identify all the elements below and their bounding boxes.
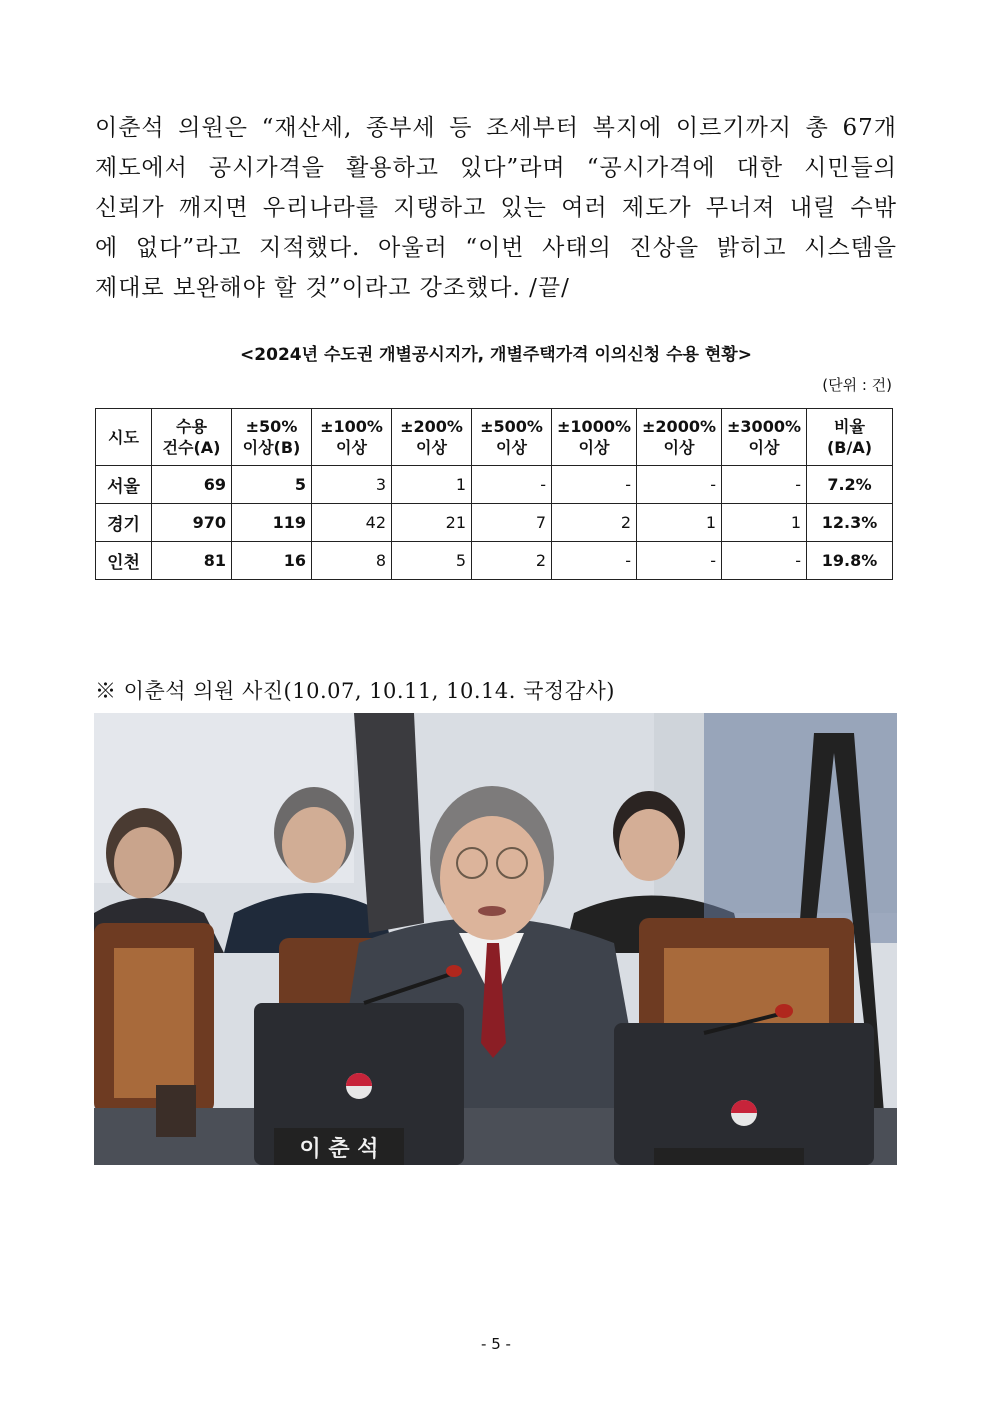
cell-value: - bbox=[472, 466, 552, 504]
paragraph-line: 신뢰가 깨지면 우리나라를 지탱하고 있는 여러 제도가 무너져 내릴 수밖 bbox=[95, 195, 897, 221]
cell-value: - bbox=[552, 466, 637, 504]
header-100: ±100% 이상 bbox=[312, 409, 392, 466]
cell-region: 서울 bbox=[96, 466, 152, 504]
header-2000: ±2000% 이상 bbox=[637, 409, 722, 466]
hearing-photo bbox=[94, 713, 897, 1165]
cell-region: 인천 bbox=[96, 542, 152, 580]
cell-value: 970 bbox=[152, 504, 232, 542]
header-200: ±200% 이상 bbox=[392, 409, 472, 466]
cell-region: 경기 bbox=[96, 504, 152, 542]
cell-value: 2 bbox=[552, 504, 637, 542]
cell-value: 5 bbox=[232, 466, 312, 504]
nameplate-text: 이 춘 석 bbox=[299, 1136, 379, 1162]
header-3000: ±3000% 이상 bbox=[722, 409, 807, 466]
cell-value: - bbox=[722, 466, 807, 504]
table-unit: (단위 : 건) bbox=[822, 376, 892, 394]
cell-value: - bbox=[637, 542, 722, 580]
table-header-row bbox=[96, 409, 893, 466]
body-paragraph bbox=[95, 108, 897, 308]
cell-value: - bbox=[637, 466, 722, 504]
cell-value: 8 bbox=[312, 542, 392, 580]
cell-value: 119 bbox=[232, 504, 312, 542]
cell-value: - bbox=[722, 542, 807, 580]
cell-value: 16 bbox=[232, 542, 312, 580]
cell-ratio: 7.2% bbox=[807, 466, 893, 504]
cell-value: 42 bbox=[312, 504, 392, 542]
photo-caption: ※ 이춘석 의원 사진(10.07, 10.11, 10.14. 국정감사) bbox=[95, 679, 615, 703]
cell-value: 1 bbox=[722, 504, 807, 542]
appeal-table bbox=[95, 408, 893, 580]
cell-value: 21 bbox=[392, 504, 472, 542]
cell-value: 81 bbox=[152, 542, 232, 580]
header-accepted: 수용 건수(A) bbox=[152, 409, 232, 466]
header-ratio: 비율 (B/A) bbox=[807, 409, 893, 466]
cell-ratio: 12.3% bbox=[807, 504, 893, 542]
page-number: - 5 - bbox=[481, 1335, 511, 1353]
header-region: 시도 bbox=[96, 409, 152, 466]
cell-value: 69 bbox=[152, 466, 232, 504]
cell-value: 1 bbox=[637, 504, 722, 542]
cell-value: 5 bbox=[392, 542, 472, 580]
header-50: ±50% 이상(B) bbox=[232, 409, 312, 466]
paragraph-line: 이춘석 의원은 “재산세, 종부세 등 조세부터 복지에 이르기까지 총 67개 bbox=[95, 115, 897, 141]
paragraph-line: 에 없다”라고 지적했다. 아울러 “이번 사태의 진상을 밝히고 시스템을 bbox=[95, 235, 897, 261]
table-row bbox=[96, 466, 893, 504]
cell-value: 2 bbox=[472, 542, 552, 580]
paragraph-line: 제도에서 공시가격을 활용하고 있다”라며 “공시가격에 대한 시민들의 bbox=[95, 155, 897, 181]
table-title: <2024년 수도권 개별공시지가, 개별주택가격 이의신청 수용 현황> bbox=[240, 345, 752, 365]
table-row bbox=[96, 542, 893, 580]
paragraph-line: 제대로 보완해야 할 것”이라고 강조했다. /끝/ bbox=[95, 275, 570, 301]
header-500: ±500% 이상 bbox=[472, 409, 552, 466]
cell-ratio: 19.8% bbox=[807, 542, 893, 580]
cell-value: 1 bbox=[392, 466, 472, 504]
cell-value: 7 bbox=[472, 504, 552, 542]
cell-value: 3 bbox=[312, 466, 392, 504]
table-row bbox=[96, 504, 893, 542]
cell-value: - bbox=[552, 542, 637, 580]
header-1000: ±1000% 이상 bbox=[552, 409, 637, 466]
